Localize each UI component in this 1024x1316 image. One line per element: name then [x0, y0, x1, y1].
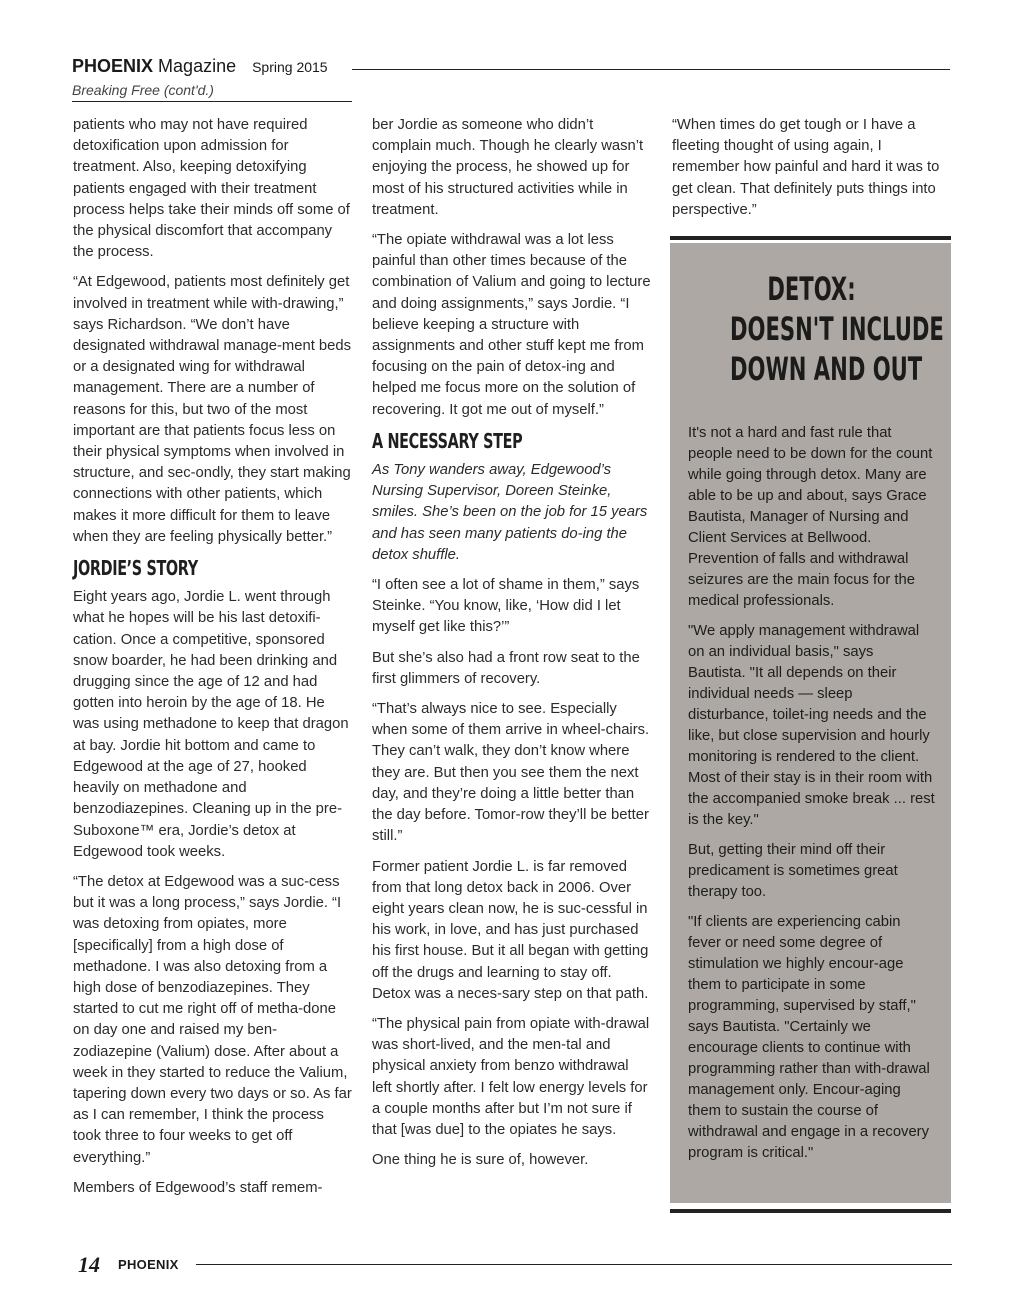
section-heading: A NECESSARY STEP — [372, 428, 523, 453]
sidebar-title — [729, 269, 944, 389]
page-number: 14 — [78, 1252, 100, 1277]
article-column-2 — [372, 115, 652, 1180]
paragraph: Eight years ago, Jordie L. went through what he hopes will be his last detoxifi-cation. Once a competitive, sponsored snow boarder, he had been drinking and drugging since the age of 12 and had gotten into heroin by the age of 18. He was using methadone to keep that dragon at bay. Jordie hit bottom and came to Edgewood at the age of 27, hooked heavily on methadone and benzodiazepines. Cleaning up in the pre-Suboxone™ era, Jordie’s detox at Edgewood took weeks. — [73, 589, 349, 860]
header-rule — [352, 69, 950, 70]
paragraph: One thing he is sure of, however. — [372, 1152, 589, 1169]
paragraph: Members of Edgewood’s staff remem- — [73, 1179, 323, 1196]
paragraph: “The opiate withdrawal was a lot less painful than other times because of the combination of Valium and going to lecture and doing assignments,” says Jordie. “I believe keeping a structure with assignments and other stuff kept me from focusing on the pain of detox-ing and helped me focus more on the solution of recovering. It got me out of myself.” — [372, 232, 651, 418]
paragraph: “That’s always nice to see. Especially when some of them arrive in wheel-chairs. They can’t walk, they don’t know where they are. But then you see them the next day, and they’re doing a little better than the day before. Tomor-row they’ll be better still.” — [372, 701, 650, 845]
magazine-title — [72, 54, 352, 79]
article-column-1 — [73, 115, 353, 1208]
sidebar-title-line: DOWN AND OUT — [729, 350, 923, 388]
paragraph: But she’s also had a front row seat to the first glimmers of recovery. — [372, 649, 640, 687]
sidebar-paragraph: It's not a hard and fast rule that people need to be down for the count while going through detox. Many are able to be up and about, says Grace Bautista, Manager of Nursing and Client Services at Bellwood. Prevention of falls and withdrawal seizures are the main focus for the medical professionals. — [688, 425, 933, 609]
sidebar-title-line: DETOX: — [767, 270, 856, 308]
footer-rule — [196, 1264, 952, 1265]
brand-suffix: Magazine — [158, 56, 237, 76]
sidebar-paragraph: But, getting their mind off their predicament is sometimes great therapy too. — [688, 842, 898, 900]
paragraph: patients who may not have required detoxification upon admission for treatment. Also, keeping detoxifying patients engaged with their treatment process helps take their minds off some of the physical discomfort that accompany the process. — [73, 117, 350, 261]
paragraph: “When times do get tough or I have a fleeting thought of using again, I remember how painful and hard it was to get clean. That definitely puts things into perspective.” — [672, 117, 940, 218]
sidebar-bottom-rule — [670, 1209, 951, 1213]
paragraph: Former patient Jordie L. is far removed from that long detox back in 2006. Over eight years clean now, he is suc-cessful in his work, in love, and has just purchased his first house. But it all began with getting off the drugs and learning to stay off. Detox was a neces-sary step on that path. — [372, 858, 649, 1002]
page-footer — [78, 1252, 952, 1276]
sidebar-paragraph: "If clients are experiencing cabin fever or need some degree of stimulation we highly encour-age them to participate in some programming, supervised by staff," says Bautista. "Certainly we encourage clients to continue with programming rather than with-drawal management only. Encour-aging them to sustain the course of withdrawal and engage in a recovery program is critical." — [688, 914, 930, 1161]
sidebar-paragraph: "We apply management withdrawal on an individual basis," says Bautista. "It all depends on their individual needs — sleep disturbance, toilet-ing needs and the like, but close supervision and hourly monitoring is rendered to the client. Most of their stay is in their room with the accompanied smoke break ... rest is the key." — [688, 623, 935, 828]
brand-name: PHOENIX — [72, 56, 154, 76]
paragraph-italic: As Tony wanders away, Edgewood’s Nursing Supervisor, Doreen Steinke, smiles. She’s been on the job for 15 years and has seen many patients do-ing the detox shuffle. — [372, 462, 648, 563]
page-header — [72, 54, 352, 102]
paragraph: “The detox at Edgewood was a suc-cess but it was a long process,” says Jordie. “I was detoxing from opiates, more [specifically] from a high dose of methadone. I was also detoxing from a high dose of benzodiazepines. They started to cut me right off of metha-done on day one and raised my ben-zodiazepine (Valium) dose. After about a week in they started to reduce the Valium, tapering down every two days or so. As far as I can remember, I think the process took three to four weeks to get off everything.” — [73, 873, 352, 1166]
section-heading: JORDIE’S STORY — [73, 556, 198, 581]
article-column-3 — [672, 115, 952, 230]
sidebar-title-line: DOESN'T INCLUDE — [729, 310, 944, 348]
paragraph: “At Edgewood, patients most definitely get involved in treatment while with-drawing,” says Richardson. “We don’t have designated withdrawal manage-ment beds or a designated wing for withdrawal management. There are a number of reasons for this, but two of the most important are that patients focus less on their physical symptoms when involved in structure, and sec-ondly, they start making connections with other patients, which makes it more difficult for them to leave when they are feeling physically better.” — [73, 274, 352, 545]
issue-season: Spring 2015 — [252, 59, 328, 75]
sidebar-box — [670, 243, 951, 1203]
article-subtitle: Breaking Free (cont'd.) — [72, 82, 352, 102]
paragraph: “The physical pain from opiate with-drawal was short-lived, and the men-tal and physical anxiety from benzo withdrawal left shortly after. I felt low energy levels for a couple months after but I’m not sure if that [was due] to the opiates he says. — [372, 1015, 650, 1138]
paragraph: “I often see a lot of shame in them,” says Steinke. “You know, like, ‘How did I let myself get like this?’” — [372, 577, 640, 636]
footer-brand: PHOENIX — [118, 1257, 179, 1272]
sidebar-top-rule — [670, 236, 951, 240]
paragraph: ber Jordie as someone who didn’t complain much. Though he clearly wasn’t enjoying the process, he showed up for most of his structured activities while in treatment. — [372, 117, 644, 218]
